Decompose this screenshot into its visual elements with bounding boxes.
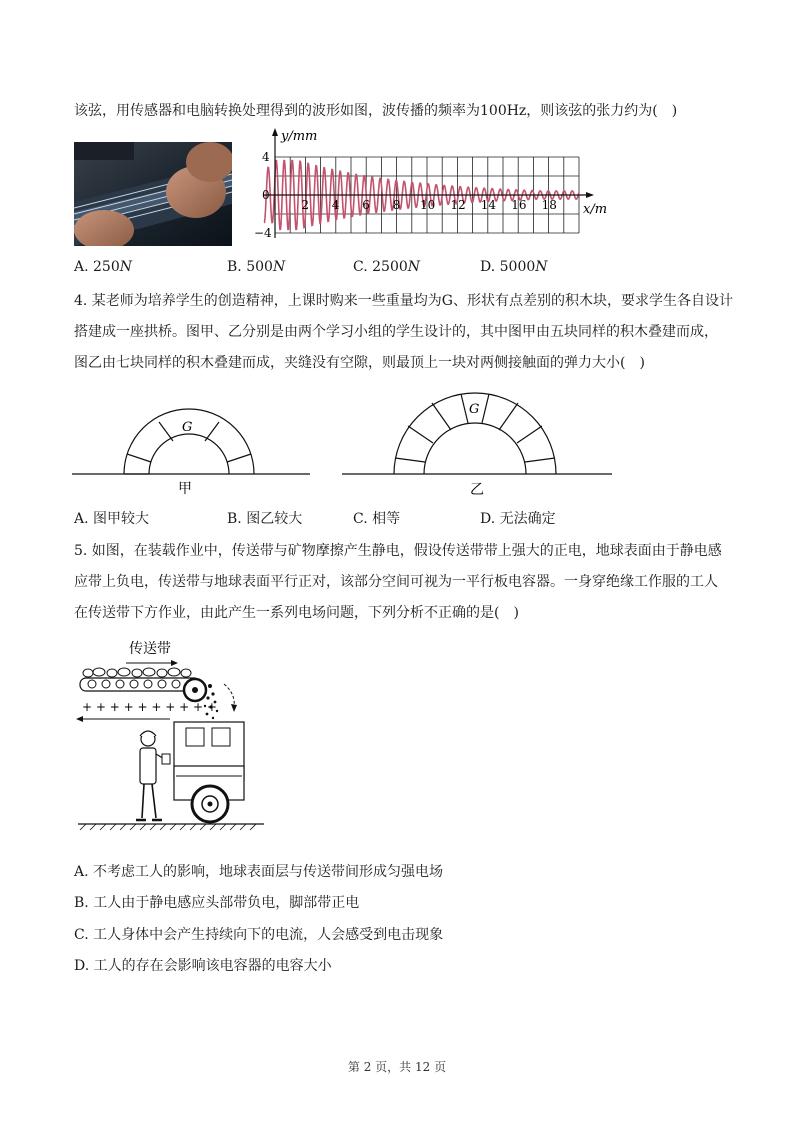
q3-option-b[interactable]: B. 500N xyxy=(227,259,286,275)
q4-stem-line2: 搭建成一座拱桥。图甲、乙分别是由两个学习小组的学生设计的，其中图甲由五块同样的积木叠建而成， xyxy=(74,324,718,340)
x-tick-18: 18 xyxy=(541,198,557,212)
arch-yi-caption: 乙 xyxy=(470,482,484,498)
q5-stem-line2: 应带上负电，传送带与地球表面平行正对，该部分空间可视为一平行板电容器。一身穿绝缘工作服的工人 xyxy=(74,574,718,590)
x-tick-6: 6 xyxy=(362,198,370,212)
x-axis-arrow xyxy=(586,192,594,198)
page-footer: 第 2 页，共 12 页 xyxy=(347,1060,447,1074)
guitar-photo xyxy=(74,142,232,246)
q4-option-d[interactable]: D. 无法确定 xyxy=(480,511,556,527)
q3-option-c[interactable]: C. 2500N xyxy=(353,259,421,275)
arch-figure-yi xyxy=(340,385,616,503)
x-axis-label: x/m xyxy=(583,202,608,217)
q5-option-c[interactable]: C. 工人身体中会产生持续向下的电流，人会感受到电击现象 xyxy=(74,927,444,943)
x-tick-labels xyxy=(301,198,556,212)
x-tick-2: 2 xyxy=(301,198,310,212)
x-tick-14: 14 xyxy=(480,198,497,212)
arch-jia-block-label: G xyxy=(182,420,193,435)
q5-stem-line3: 在传送带下方作业，由此产生一系列电场问题，下列分析不正确的是( ) xyxy=(74,605,519,621)
x-tick-12: 12 xyxy=(450,198,466,212)
q5-stem-line1: 5. 如图，在装载作业中，传送带与矿物摩擦产生静电，假设传送带带上强大的正电，地球表面由于静电感 xyxy=(74,543,722,559)
y-tick-neg4: −4 xyxy=(254,226,272,240)
q4-option-c[interactable]: C. 相等 xyxy=(353,511,401,527)
waveform-graph xyxy=(252,126,612,246)
arch-figure-jia xyxy=(72,400,312,500)
y-tick-0: 0 xyxy=(262,188,270,202)
arch-yi-block-label: G xyxy=(469,402,480,417)
q3-option-a[interactable]: A. 250N xyxy=(74,259,132,275)
positive-charges: + + + + + + + + + + xyxy=(82,700,217,714)
x-tick-8: 8 xyxy=(392,198,401,212)
q4-stem-line3: 图乙由七块同样的积木叠建而成，夹缝没有空隙，则最顶上一块对两侧接触面的弹力大小( ) xyxy=(74,355,645,371)
q3-stem-tail: 该弦，用传感器和电脑转换处理得到的波形如图，波传播的频率为100Hz，则该弦的张力约为( ) xyxy=(74,103,678,119)
x-tick-16: 16 xyxy=(511,198,527,212)
q4-option-a[interactable]: A. 图甲较大 xyxy=(74,511,150,527)
arch-jia-caption: 甲 xyxy=(178,481,192,497)
q5-option-d[interactable]: D. 工人的存在会影响该电容器的电容大小 xyxy=(74,958,332,974)
q5-option-a[interactable]: A. 不考虑工人的影响，地球表面层与传送带间形成匀强电场 xyxy=(74,864,444,880)
q5-option-b[interactable]: B. 工人由于静电感应头部带负电，脚部带正电 xyxy=(74,895,360,911)
y-axis-label: y/mm xyxy=(281,129,318,144)
q4-option-b[interactable]: B. 图乙较大 xyxy=(227,511,303,527)
conveyor-worker-figure xyxy=(74,636,274,832)
x-tick-4: 4 xyxy=(331,198,340,212)
q4-stem-line1: 4. 某老师为培养学生的创造精神，上课时购来一些重量均为G、形状有点差别的积木块，要求学生各自设计 xyxy=(74,293,733,309)
y-axis-arrow xyxy=(272,128,278,136)
conveyor-label: 传送带 xyxy=(129,641,171,657)
y-tick-4: 4 xyxy=(262,150,270,164)
q3-option-d[interactable]: D. 5000N xyxy=(480,259,548,275)
x-tick-10: 10 xyxy=(420,198,436,212)
